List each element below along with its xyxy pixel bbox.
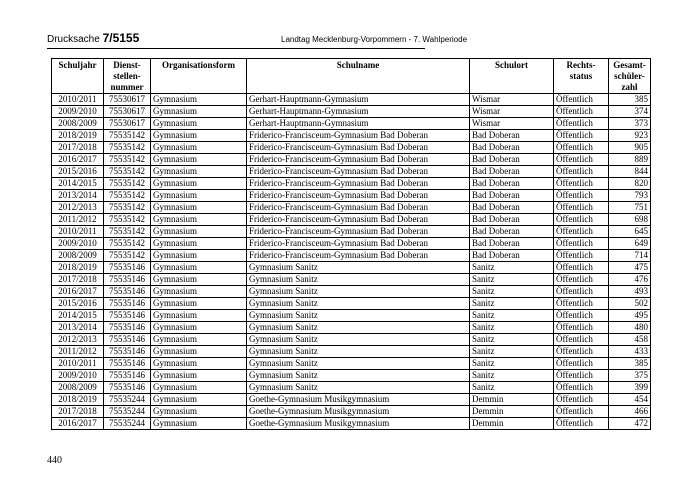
cell-gesamtschuelerzahl: 458 — [609, 334, 651, 346]
cell-schulname: Friderico-Francisceum-Gymnasium Bad Doberan — [247, 202, 470, 214]
cell-organisationsform: Gymnasium — [151, 226, 247, 238]
cell-schulname: Friderico-Francisceum-Gymnasium Bad Doberan — [247, 178, 470, 190]
cell-organisationsform: Gymnasium — [151, 406, 247, 418]
cell-dienststellennummer: 75535142 — [104, 130, 151, 142]
cell-gesamtschuelerzahl: 905 — [609, 142, 651, 154]
cell-dienststellennummer: 75535146 — [104, 370, 151, 382]
cell-gesamtschuelerzahl: 820 — [609, 178, 651, 190]
table-row — [52, 166, 651, 178]
cell-gesamtschuelerzahl: 480 — [609, 322, 651, 334]
cell-rechtsstatus: Öffentlich — [554, 94, 609, 106]
cell-dienststellennummer: 75530617 — [104, 106, 151, 118]
cell-schulort: Bad Doberan — [470, 154, 554, 166]
cell-organisationsform: Gymnasium — [151, 118, 247, 130]
cell-dienststellennummer: 75535146 — [104, 274, 151, 286]
cell-schuljahr: 2011/2012 — [52, 214, 104, 226]
column-header-schulort: Schulort — [470, 59, 554, 94]
cell-schulort: Sanitz — [470, 370, 554, 382]
cell-schulort: Wismar — [470, 118, 554, 130]
cell-schulname: Gymnasium Sanitz — [247, 358, 470, 370]
cell-dienststellennummer: 75535244 — [104, 406, 151, 418]
table-row — [52, 322, 651, 334]
cell-schulname: Gerhart-Hauptmann-Gymnasium — [247, 106, 470, 118]
cell-schulort: Wismar — [470, 94, 554, 106]
cell-schulort: Bad Doberan — [470, 238, 554, 250]
cell-schuljahr: 2008/2009 — [52, 118, 104, 130]
cell-gesamtschuelerzahl: 385 — [609, 94, 651, 106]
cell-gesamtschuelerzahl: 923 — [609, 130, 651, 142]
cell-schulort: Demmin — [470, 418, 554, 430]
cell-schulname: Friderico-Francisceum-Gymnasium Bad Doberan — [247, 190, 470, 202]
parliament-title: Landtag Mecklenburg-Vorpommern - 7. Wahlperiode — [281, 35, 468, 44]
cell-schulname: Gymnasium Sanitz — [247, 346, 470, 358]
cell-rechtsstatus: Öffentlich — [554, 322, 609, 334]
cell-schuljahr: 2017/2018 — [52, 406, 104, 418]
cell-rechtsstatus: Öffentlich — [554, 274, 609, 286]
cell-rechtsstatus: Öffentlich — [554, 202, 609, 214]
cell-schulname: Friderico-Francisceum-Gymnasium Bad Doberan — [247, 238, 470, 250]
cell-dienststellennummer: 75535146 — [104, 262, 151, 274]
page-number: 440 — [47, 455, 62, 466]
cell-dienststellennummer: 75535142 — [104, 238, 151, 250]
column-header-schuljahr: Schuljahr — [52, 59, 104, 94]
cell-schulname: Gymnasium Sanitz — [247, 370, 470, 382]
cell-organisationsform: Gymnasium — [151, 358, 247, 370]
cell-schuljahr: 2012/2013 — [52, 202, 104, 214]
cell-rechtsstatus: Öffentlich — [554, 406, 609, 418]
cell-schulname: Gymnasium Sanitz — [247, 262, 470, 274]
cell-schuljahr: 2013/2014 — [52, 190, 104, 202]
document-number — [47, 31, 139, 45]
cell-gesamtschuelerzahl: 466 — [609, 406, 651, 418]
cell-rechtsstatus: Öffentlich — [554, 310, 609, 322]
cell-schulname: Gymnasium Sanitz — [247, 322, 470, 334]
table-row — [52, 190, 651, 202]
cell-organisationsform: Gymnasium — [151, 130, 247, 142]
cell-schuljahr: 2010/2011 — [52, 94, 104, 106]
cell-rechtsstatus: Öffentlich — [554, 226, 609, 238]
cell-gesamtschuelerzahl: 751 — [609, 202, 651, 214]
cell-schulort: Sanitz — [470, 310, 554, 322]
cell-dienststellennummer: 75535146 — [104, 286, 151, 298]
doc-label: Drucksache — [47, 34, 103, 45]
cell-schuljahr: 2018/2019 — [52, 394, 104, 406]
table-row — [52, 202, 651, 214]
cell-schulname: Gymnasium Sanitz — [247, 298, 470, 310]
table-row — [52, 118, 651, 130]
cell-gesamtschuelerzahl: 433 — [609, 346, 651, 358]
column-header-rechtsstatus: Rechts- status — [554, 59, 609, 94]
cell-organisationsform: Gymnasium — [151, 178, 247, 190]
cell-schulname: Friderico-Francisceum-Gymnasium Bad Doberan — [247, 154, 470, 166]
cell-schulort: Sanitz — [470, 262, 554, 274]
cell-organisationsform: Gymnasium — [151, 166, 247, 178]
cell-schulort: Sanitz — [470, 286, 554, 298]
cell-dienststellennummer: 75535142 — [104, 178, 151, 190]
cell-rechtsstatus: Öffentlich — [554, 358, 609, 370]
cell-schulname: Gerhart-Hauptmann-Gymnasium — [247, 94, 470, 106]
cell-rechtsstatus: Öffentlich — [554, 190, 609, 202]
table-row — [52, 298, 651, 310]
column-header-dienststellennummer: Dienst- stellen- nummer — [104, 59, 151, 94]
cell-dienststellennummer: 75535146 — [104, 310, 151, 322]
cell-schuljahr: 2009/2010 — [52, 238, 104, 250]
cell-schulort: Bad Doberan — [470, 142, 554, 154]
table-row — [52, 394, 651, 406]
cell-schulort: Bad Doberan — [470, 130, 554, 142]
cell-gesamtschuelerzahl: 374 — [609, 106, 651, 118]
cell-schulname: Goethe-Gymnasium Musikgymnasium — [247, 394, 470, 406]
cell-rechtsstatus: Öffentlich — [554, 154, 609, 166]
cell-schulort: Sanitz — [470, 382, 554, 394]
cell-dienststellennummer: 75535244 — [104, 394, 151, 406]
cell-dienststellennummer: 75530617 — [104, 118, 151, 130]
cell-schuljahr: 2017/2018 — [52, 274, 104, 286]
cell-dienststellennummer: 75535146 — [104, 358, 151, 370]
table-body — [52, 94, 651, 430]
cell-dienststellennummer: 75530617 — [104, 94, 151, 106]
cell-schuljahr: 2018/2019 — [52, 262, 104, 274]
table-row — [52, 214, 651, 226]
cell-organisationsform: Gymnasium — [151, 418, 247, 430]
cell-rechtsstatus: Öffentlich — [554, 382, 609, 394]
cell-gesamtschuelerzahl: 793 — [609, 190, 651, 202]
cell-schulort: Demmin — [470, 394, 554, 406]
table-row — [52, 142, 651, 154]
cell-schulname: Gymnasium Sanitz — [247, 382, 470, 394]
table-row — [52, 154, 651, 166]
cell-gesamtschuelerzahl: 385 — [609, 358, 651, 370]
cell-schuljahr: 2009/2010 — [52, 370, 104, 382]
cell-schulort: Bad Doberan — [470, 226, 554, 238]
cell-schulort: Sanitz — [470, 358, 554, 370]
cell-schulort: Bad Doberan — [470, 202, 554, 214]
cell-schuljahr: 2008/2009 — [52, 250, 104, 262]
cell-rechtsstatus: Öffentlich — [554, 418, 609, 430]
cell-organisationsform: Gymnasium — [151, 238, 247, 250]
table-row — [52, 178, 651, 190]
table-row — [52, 262, 651, 274]
cell-gesamtschuelerzahl: 472 — [609, 418, 651, 430]
table-row — [52, 250, 651, 262]
school-statistics-table — [51, 58, 651, 430]
cell-schuljahr: 2017/2018 — [52, 142, 104, 154]
cell-organisationsform: Gymnasium — [151, 142, 247, 154]
cell-gesamtschuelerzahl: 399 — [609, 382, 651, 394]
cell-schuljahr: 2008/2009 — [52, 382, 104, 394]
cell-organisationsform: Gymnasium — [151, 298, 247, 310]
column-header-schulname: Schulname — [247, 59, 470, 94]
cell-schuljahr: 2015/2016 — [52, 166, 104, 178]
table-row — [52, 130, 651, 142]
cell-gesamtschuelerzahl: 645 — [609, 226, 651, 238]
table-row — [52, 238, 651, 250]
cell-gesamtschuelerzahl: 476 — [609, 274, 651, 286]
cell-rechtsstatus: Öffentlich — [554, 238, 609, 250]
cell-schulort: Bad Doberan — [470, 178, 554, 190]
cell-schulname: Friderico-Francisceum-Gymnasium Bad Doberan — [247, 142, 470, 154]
cell-dienststellennummer: 75535142 — [104, 154, 151, 166]
table-row — [52, 358, 651, 370]
table-row — [52, 406, 651, 418]
table-row — [52, 286, 651, 298]
cell-schuljahr: 2013/2014 — [52, 322, 104, 334]
cell-gesamtschuelerzahl: 502 — [609, 298, 651, 310]
cell-rechtsstatus: Öffentlich — [554, 166, 609, 178]
cell-dienststellennummer: 75535146 — [104, 298, 151, 310]
cell-schulort: Bad Doberan — [470, 250, 554, 262]
table-row — [52, 370, 651, 382]
cell-schulname: Friderico-Francisceum-Gymnasium Bad Doberan — [247, 214, 470, 226]
cell-schuljahr: 2011/2012 — [52, 346, 104, 358]
cell-gesamtschuelerzahl: 649 — [609, 238, 651, 250]
cell-organisationsform: Gymnasium — [151, 382, 247, 394]
cell-dienststellennummer: 75535142 — [104, 250, 151, 262]
cell-schulort: Sanitz — [470, 322, 554, 334]
cell-schuljahr: 2009/2010 — [52, 106, 104, 118]
cell-schulname: Goethe-Gymnasium Musikgymnasium — [247, 418, 470, 430]
cell-schulort: Sanitz — [470, 346, 554, 358]
cell-organisationsform: Gymnasium — [151, 334, 247, 346]
cell-schuljahr: 2016/2017 — [52, 286, 104, 298]
cell-organisationsform: Gymnasium — [151, 394, 247, 406]
cell-dienststellennummer: 75535142 — [104, 202, 151, 214]
cell-schulname: Gymnasium Sanitz — [247, 310, 470, 322]
cell-schulort: Sanitz — [470, 274, 554, 286]
cell-organisationsform: Gymnasium — [151, 190, 247, 202]
cell-schuljahr: 2012/2013 — [52, 334, 104, 346]
cell-schulort: Wismar — [470, 106, 554, 118]
cell-gesamtschuelerzahl: 889 — [609, 154, 651, 166]
cell-dienststellennummer: 75535146 — [104, 382, 151, 394]
cell-gesamtschuelerzahl: 714 — [609, 250, 651, 262]
table-row — [52, 310, 651, 322]
cell-schulort: Demmin — [470, 406, 554, 418]
cell-schuljahr: 2010/2011 — [52, 226, 104, 238]
cell-schulname: Friderico-Francisceum-Gymnasium Bad Doberan — [247, 166, 470, 178]
cell-rechtsstatus: Öffentlich — [554, 178, 609, 190]
cell-gesamtschuelerzahl: 375 — [609, 370, 651, 382]
cell-rechtsstatus: Öffentlich — [554, 370, 609, 382]
cell-rechtsstatus: Öffentlich — [554, 214, 609, 226]
cell-gesamtschuelerzahl: 493 — [609, 286, 651, 298]
cell-schuljahr: 2014/2015 — [52, 310, 104, 322]
cell-rechtsstatus: Öffentlich — [554, 106, 609, 118]
cell-schulname: Gymnasium Sanitz — [247, 334, 470, 346]
cell-schuljahr: 2016/2017 — [52, 418, 104, 430]
cell-rechtsstatus: Öffentlich — [554, 286, 609, 298]
cell-dienststellennummer: 75535142 — [104, 226, 151, 238]
cell-schuljahr: 2015/2016 — [52, 298, 104, 310]
column-header-organisationsform: Organisationsform — [151, 59, 247, 94]
cell-gesamtschuelerzahl: 495 — [609, 310, 651, 322]
cell-schuljahr: 2014/2015 — [52, 178, 104, 190]
table-row — [52, 334, 651, 346]
cell-rechtsstatus: Öffentlich — [554, 346, 609, 358]
cell-gesamtschuelerzahl: 698 — [609, 214, 651, 226]
cell-schulname: Gymnasium Sanitz — [247, 274, 470, 286]
cell-rechtsstatus: Öffentlich — [554, 142, 609, 154]
cell-dienststellennummer: 75535146 — [104, 322, 151, 334]
cell-organisationsform: Gymnasium — [151, 262, 247, 274]
table-row — [52, 418, 651, 430]
cell-schulname: Friderico-Francisceum-Gymnasium Bad Doberan — [247, 250, 470, 262]
table-row — [52, 346, 651, 358]
cell-schuljahr: 2018/2019 — [52, 130, 104, 142]
cell-schulname: Gymnasium Sanitz — [247, 286, 470, 298]
cell-rechtsstatus: Öffentlich — [554, 262, 609, 274]
cell-schulort: Sanitz — [470, 334, 554, 346]
cell-schulort: Bad Doberan — [470, 214, 554, 226]
cell-schulname: Goethe-Gymnasium Musikgymnasium — [247, 406, 470, 418]
cell-organisationsform: Gymnasium — [151, 202, 247, 214]
cell-dienststellennummer: 75535142 — [104, 214, 151, 226]
cell-gesamtschuelerzahl: 454 — [609, 394, 651, 406]
cell-schulname: Gerhart-Hauptmann-Gymnasium — [247, 118, 470, 130]
cell-dienststellennummer: 75535142 — [104, 142, 151, 154]
cell-organisationsform: Gymnasium — [151, 94, 247, 106]
cell-gesamtschuelerzahl: 475 — [609, 262, 651, 274]
cell-organisationsform: Gymnasium — [151, 286, 247, 298]
cell-rechtsstatus: Öffentlich — [554, 118, 609, 130]
cell-gesamtschuelerzahl: 844 — [609, 166, 651, 178]
cell-dienststellennummer: 75535142 — [104, 166, 151, 178]
cell-organisationsform: Gymnasium — [151, 250, 247, 262]
cell-organisationsform: Gymnasium — [151, 370, 247, 382]
cell-rechtsstatus: Öffentlich — [554, 298, 609, 310]
cell-rechtsstatus: Öffentlich — [554, 394, 609, 406]
cell-dienststellennummer: 75535146 — [104, 334, 151, 346]
cell-schulort: Bad Doberan — [470, 190, 554, 202]
cell-gesamtschuelerzahl: 373 — [609, 118, 651, 130]
table-row — [52, 274, 651, 286]
cell-rechtsstatus: Öffentlich — [554, 334, 609, 346]
cell-schuljahr: 2010/2011 — [52, 358, 104, 370]
header-rule — [47, 48, 425, 49]
table-row — [52, 94, 651, 106]
cell-organisationsform: Gymnasium — [151, 274, 247, 286]
cell-organisationsform: Gymnasium — [151, 346, 247, 358]
cell-schulname: Friderico-Francisceum-Gymnasium Bad Doberan — [247, 226, 470, 238]
cell-schuljahr: 2016/2017 — [52, 154, 104, 166]
table-header-row — [52, 59, 651, 94]
table-row — [52, 382, 651, 394]
cell-organisationsform: Gymnasium — [151, 214, 247, 226]
cell-organisationsform: Gymnasium — [151, 106, 247, 118]
cell-rechtsstatus: Öffentlich — [554, 250, 609, 262]
cell-organisationsform: Gymnasium — [151, 310, 247, 322]
cell-organisationsform: Gymnasium — [151, 154, 247, 166]
cell-dienststellennummer: 75535244 — [104, 418, 151, 430]
doc-number-value: 7/5155 — [102, 31, 140, 45]
cell-rechtsstatus: Öffentlich — [554, 130, 609, 142]
cell-organisationsform: Gymnasium — [151, 322, 247, 334]
table-row — [52, 106, 651, 118]
cell-schulname: Friderico-Francisceum-Gymnasium Bad Doberan — [247, 130, 470, 142]
cell-schulort: Bad Doberan — [470, 166, 554, 178]
column-header-gesamtschuelerzahl: Gesamt- schüler- zahl — [609, 59, 651, 94]
cell-schulort: Sanitz — [470, 298, 554, 310]
cell-dienststellennummer: 75535142 — [104, 190, 151, 202]
table-row — [52, 226, 651, 238]
cell-dienststellennummer: 75535146 — [104, 346, 151, 358]
